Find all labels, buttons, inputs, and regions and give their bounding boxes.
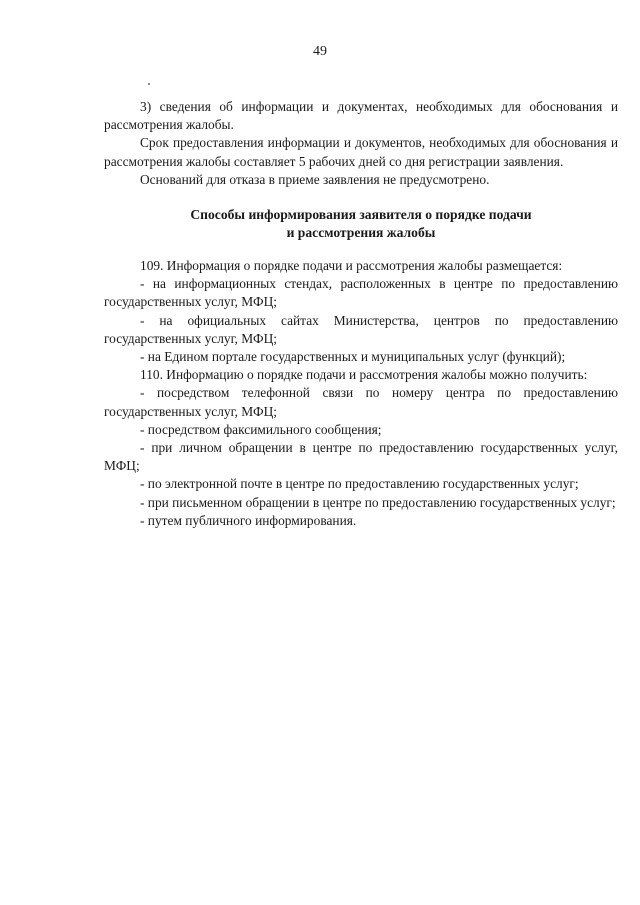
list-item-personal-visit: - при личном обращении в центре по предоставлению государственных услуг, МФЦ; [104,440,618,474]
section-heading-line-2: и рассмотрения жалобы [286,225,436,241]
list-item-phone: - посредством телефонной связи по номеру центра по предоставлению государственных услуг, МФЦ; [104,385,618,419]
paragraph-109: 109. Информация о порядке подачи и рассмотрения жалобы размещается: [140,258,563,274]
paragraph-criteria-3: 3) сведения об информации и документах, необходимых для обоснования и рассмотрения жалобы. [104,99,618,133]
list-item-written-request: - при письменном обращении в центре по предоставлению государственных услуг; [140,494,616,510]
list-item-unified-portal: - на Едином портале государственных и муниципальных услуг (функций); [140,349,566,365]
section-heading [104,206,618,242]
list-item-email: - по электронной почте в центре по предоставлению государственных услуг; [140,476,579,492]
paragraph-deadline: Срок предоставления информации и документов, необходимых для обоснования и рассмотрения жалобы составляет 5 рабочих дней со дня регистрации заявления. [104,135,618,169]
paragraph-110: 110. Информацию о порядке подачи и рассмотрения жалобы можно получить: [140,367,588,383]
list-item-public-info: - путем публичного информирования. [140,512,357,528]
list-item-official-sites: - на официальных сайтах Министерства, центров по предоставлению государственных услуг, МФЦ; [104,312,618,346]
list-item-info-stands: - на информационных стендах, расположенных в центре по предоставлению государственных услуг, МФЦ; [104,276,618,310]
section-heading-line-1: Способы информирования заявителя о порядке подачи [190,207,532,223]
list-item-fax: - посредством факсимильного сообщения; [140,421,382,437]
page-number: 49 [313,44,327,59]
scan-speck [148,83,150,85]
document-body [104,98,618,530]
paragraph-no-refusal: Оснований для отказа в приеме заявления не предусмотрено. [140,171,490,187]
